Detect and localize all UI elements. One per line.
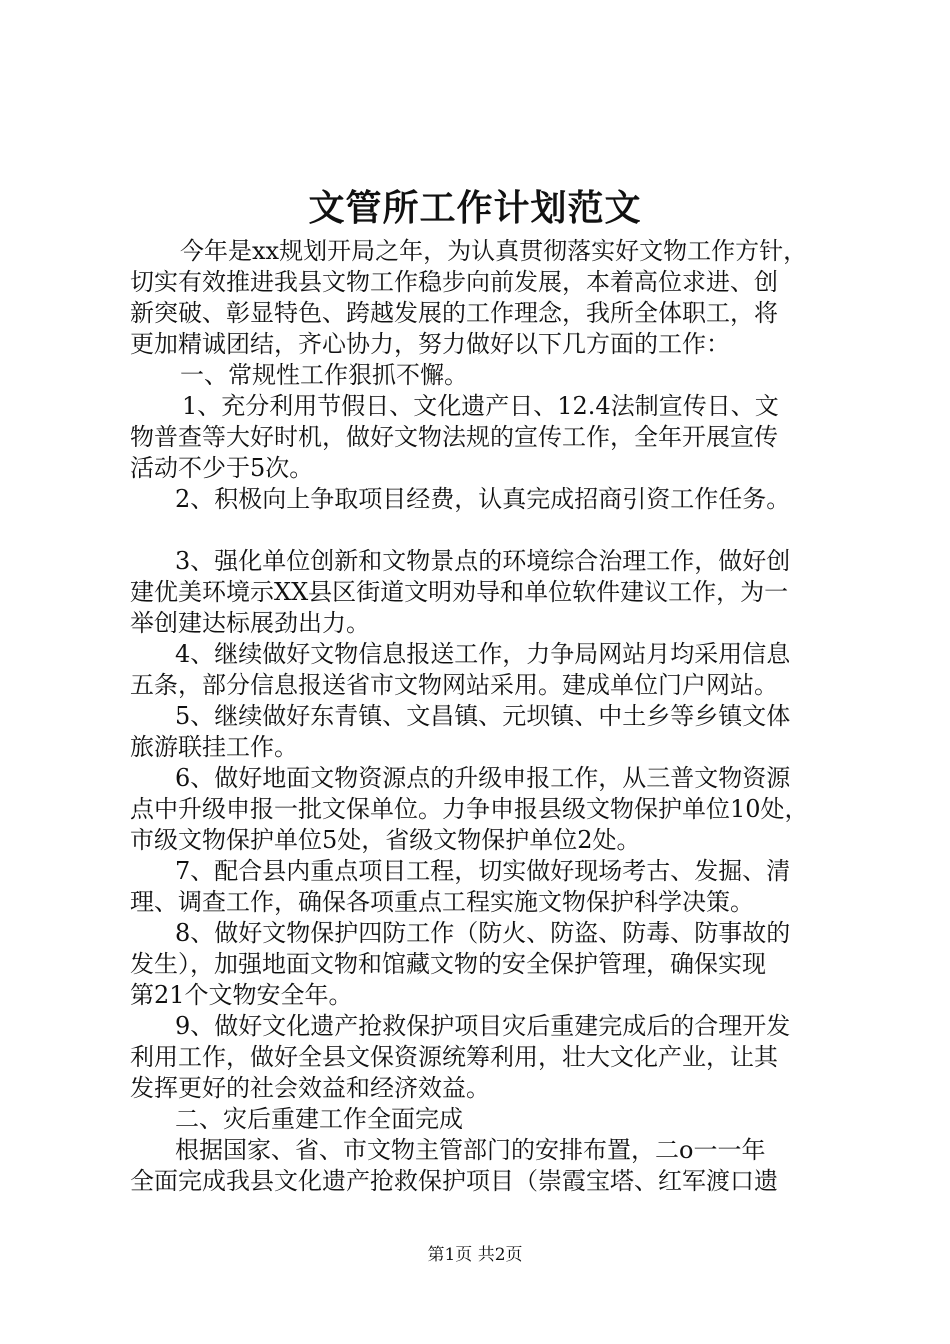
text-line: 8、做好文物保护四防工作（防火、防盗、防毒、防事故的	[175, 919, 791, 947]
section-heading: 一、常规性工作狠抓不懈。	[180, 361, 468, 389]
text-line: 举创建达标展劲出力。	[130, 609, 370, 637]
text-line: 点中升级申报一批文保单位。力争申报县级文物保护单位10处，	[130, 795, 809, 823]
text-line: 建优美环境示XX县区街道文明劝导和单位软件建议工作，为一	[130, 578, 789, 606]
text-line: 1、充分利用节假日、文化遗产日、12.4法制宣传日、文	[182, 392, 779, 420]
text-line: 利用工作，做好全县文保资源统筹利用，壮大文化产业，让其	[130, 1043, 778, 1071]
text-line: 市级文物保护单位5处，省级文物保护单位2处。	[130, 826, 641, 854]
text-line: 9、做好文化遗产抢救保护项目灾后重建完成后的合理开发	[175, 1012, 791, 1040]
text-line: 更加精诚团结，齐心协力，努力做好以下几方面的工作：	[130, 330, 730, 358]
text-line: 2、积极向上争取项目经费，认真完成招商引资工作任务。	[175, 485, 791, 513]
document-title: 文管所工作计划范文	[308, 187, 642, 229]
text-line: 第21个文物安全年。	[130, 981, 353, 1009]
text-line: 7、配合县内重点项目工程，切实做好现场考古、发掘、清	[175, 857, 791, 885]
text-line: 活动不少于5次。	[130, 454, 314, 482]
text-line: 6、做好地面文物资源点的升级申报工作，从三普文物资源	[175, 764, 791, 792]
text-line: 理、调查工作，确保各项重点工程实施文物保护科学决策。	[130, 888, 754, 916]
text-line: 五条，部分信息报送省市文物网站采用。建成单位门户网站。	[130, 671, 778, 699]
page-number: 第1页 共2页	[427, 1245, 523, 1265]
paragraph-gap	[130, 515, 830, 546]
text-line: 根据国家、省、市文物主管部门的安排布置，二o一一年	[175, 1136, 766, 1164]
document-body	[130, 236, 830, 1197]
text-line: 今年是xx规划开局之年，为认真贯彻落实好文物工作方针，	[180, 237, 808, 265]
text-line: 新突破、彰显特色、跨越发展的工作理念，我所全体职工，将	[130, 299, 778, 327]
text-line: 切实有效推进我县文物工作稳步向前发展，本着高位求进、创	[130, 268, 778, 296]
section-heading: 二、灾后重建工作全面完成	[175, 1105, 463, 1133]
text-line: 4、继续做好文物信息报送工作，力争局网站月均采用信息	[175, 640, 791, 668]
text-line: 旅游联挂工作。	[130, 733, 298, 761]
text-line: 全面完成我县文化遗产抢救保护项目（崇霞宝塔、红军渡口遗	[130, 1167, 778, 1195]
text-line: 3、强化单位创新和文物景点的环境综合治理工作，做好创	[175, 547, 791, 575]
text-line: 发挥更好的社会效益和经济效益。	[130, 1074, 490, 1102]
text-line: 发生），加强地面文物和馆藏文物的安全保护管理，确保实现	[130, 950, 766, 978]
text-line: 物普查等大好时机，做好文物法规的宣传工作，全年开展宣传	[130, 423, 778, 451]
text-line: 5、继续做好东青镇、文昌镇、元坝镇、中土乡等乡镇文体	[175, 702, 791, 730]
